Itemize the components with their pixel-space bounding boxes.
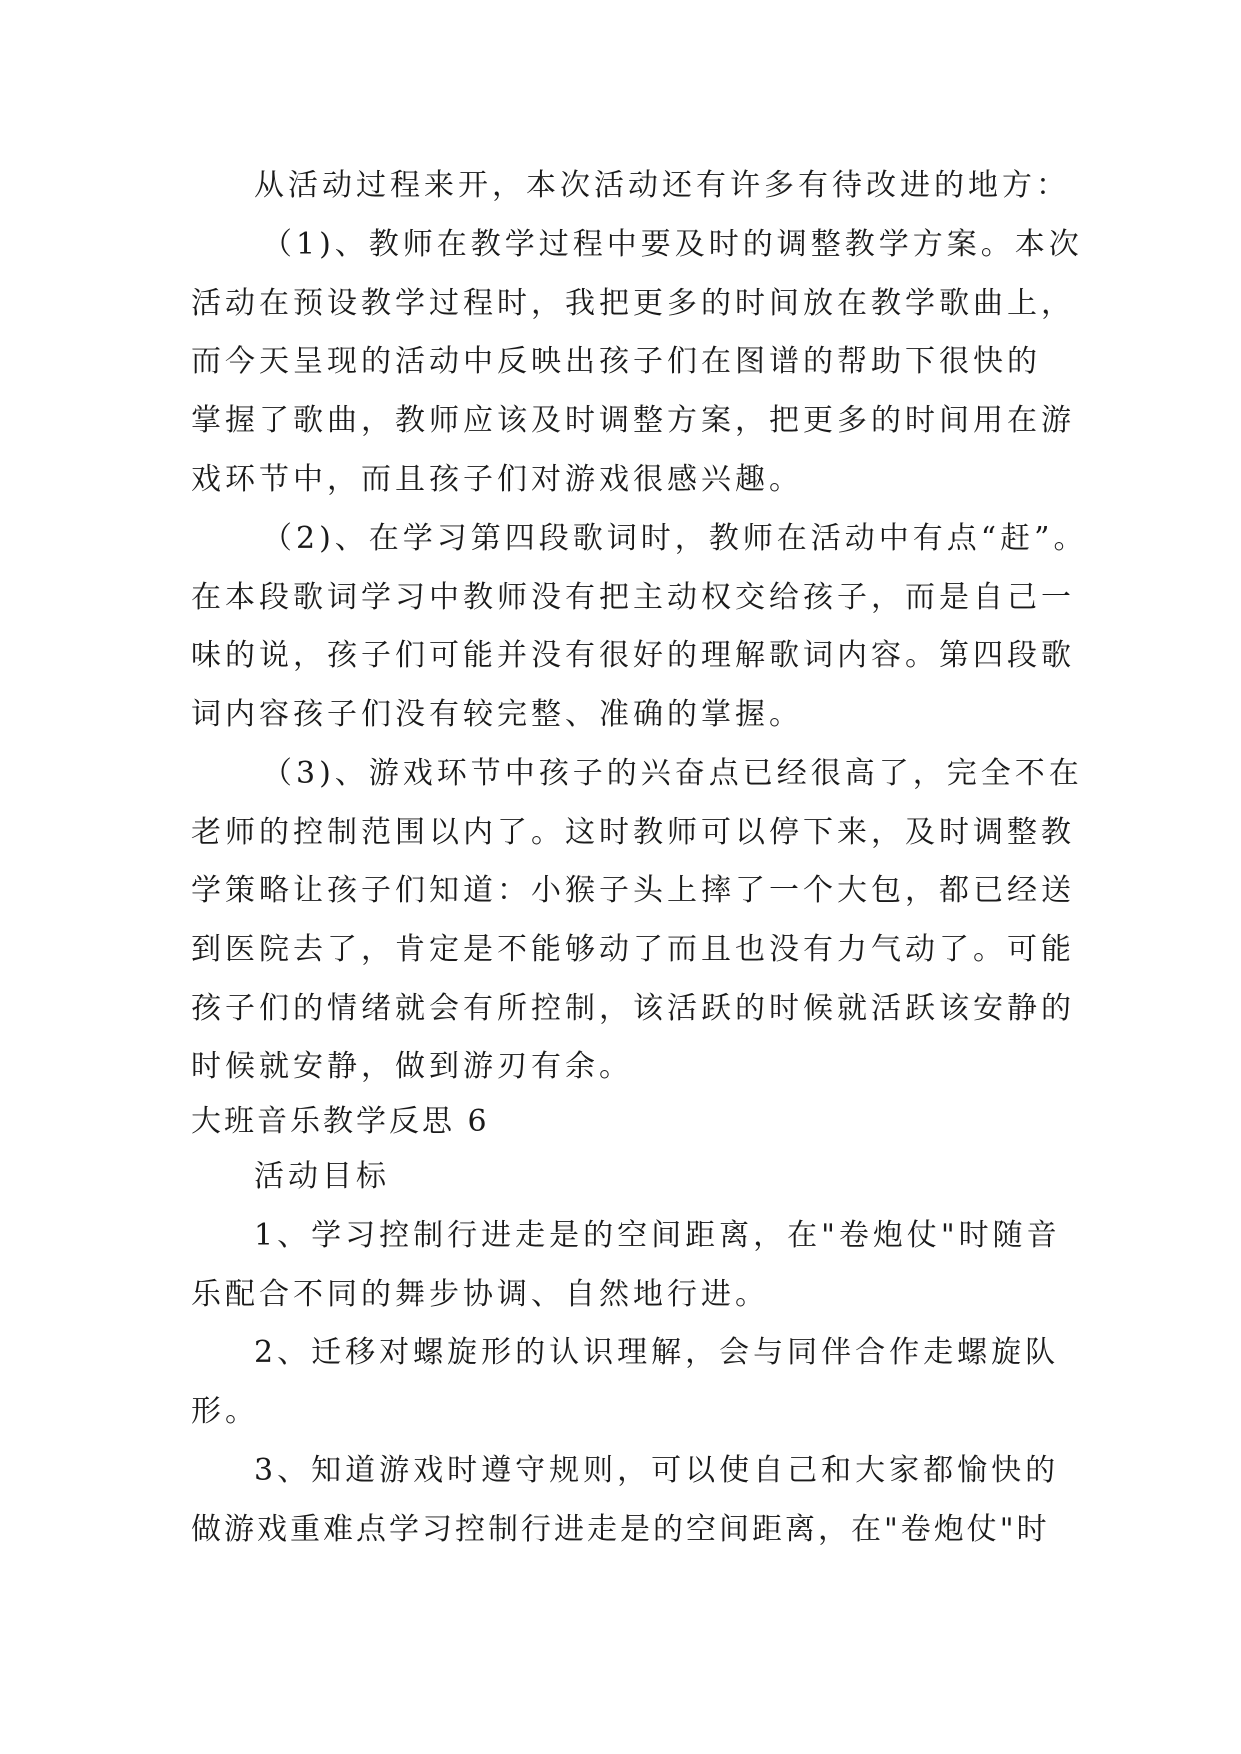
text-line: 形。 [191, 1394, 259, 1429]
text-line: 2、迁移对螺旋形的认识理解，会与同伴合作走螺旋队 [254, 1335, 1060, 1370]
text-line: 老师的控制范围以内了。这时教师可以停下来，及时调整教 [191, 815, 1075, 850]
text-line: 3、知道游戏时遵守规则，可以使自己和大家都愉快的 [254, 1453, 1060, 1488]
text-line: 掌握了歌曲，教师应该及时调整方案，把更多的时间用在游 [191, 403, 1075, 438]
text-line: 词内容孩子们没有较完整、准确的掌握。 [191, 697, 803, 732]
text-line: （3)、游戏环节中孩子的兴奋点已经很高了，完全不在 [262, 756, 1083, 791]
text-line: （2)、在学习第四段歌词时，教师在活动中有点“赶”。 [262, 521, 1088, 556]
text-line: 乐配合不同的舞步协调、自然地行进。 [191, 1277, 769, 1312]
text-line: 1、学习控制行进走是的空间距离，在"卷炮仗"时随音 [254, 1218, 1061, 1253]
text-line: 戏环节中，而且孩子们对游戏很感兴趣。 [191, 462, 803, 497]
text-line: 活动目标 [254, 1159, 390, 1194]
section-heading: 大班音乐教学反思 6 [191, 1104, 490, 1139]
text-line: 孩子们的情绪就会有所控制，该活跃的时候就活跃该安静的 [191, 991, 1075, 1026]
text-line: 做游戏重难点学习控制行进走是的空间距离，在"卷炮仗"时 [191, 1512, 1050, 1547]
text-line: 学策略让孩子们知道：小猴子头上摔了一个大包，都已经送 [191, 873, 1075, 908]
text-line: 从活动过程来开，本次活动还有许多有待改进的地方： [254, 168, 1070, 203]
text-line: 味的说，孩子们可能并没有很好的理解歌词内容。第四段歌 [191, 638, 1075, 673]
text-line: 而今天呈现的活动中反映出孩子们在图谱的帮助下很快的 [191, 344, 1041, 379]
text-line: 时候就安静，做到游刃有余。 [191, 1049, 633, 1084]
text-line: 在本段歌词学习中教师没有把主动权交给孩子，而是自己一 [191, 580, 1075, 615]
text-line: 到医院去了，肯定是不能够动了而且也没有力气动了。可能 [191, 932, 1075, 967]
text-line: （1)、教师在教学过程中要及时的调整教学方案。本次 [262, 227, 1083, 262]
text-line: 活动在预设教学过程时，我把更多的时间放在教学歌曲上， [191, 286, 1075, 321]
